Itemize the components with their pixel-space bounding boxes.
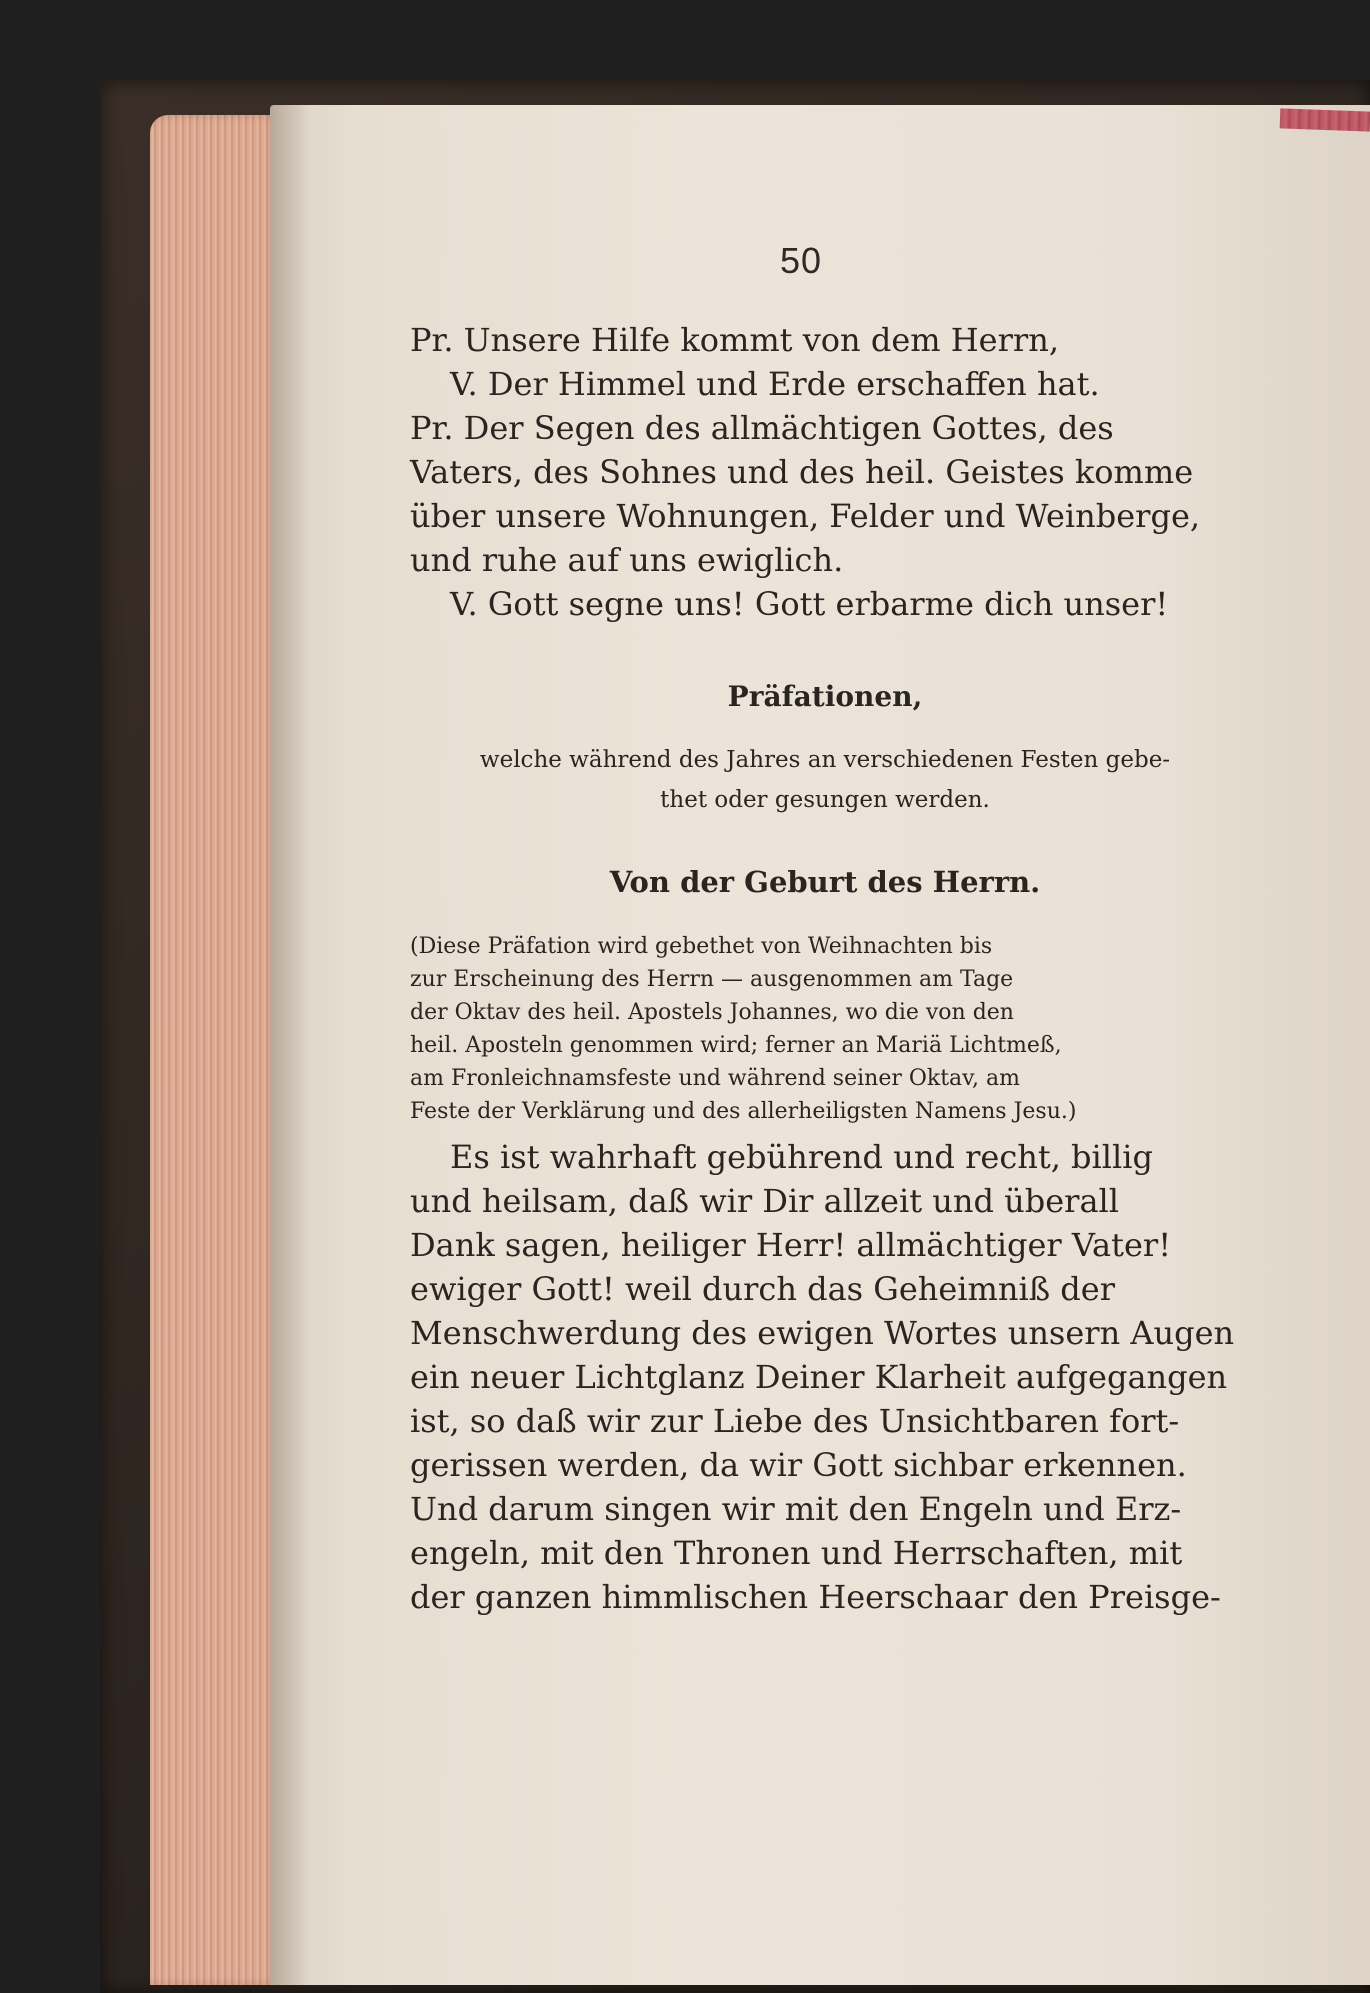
text-line: der ganzen himmlischen Heerschaar den Preisge- — [410, 1578, 1221, 1616]
text-line: ist, so daß wir zur Liebe des Unsichtbaren fort- — [410, 1402, 1180, 1440]
text-line: ewiger Gott! weil durch das Geheimniß der — [410, 1270, 1115, 1308]
text-line: Dank sagen, heiliger Herr! allmächtiger Vater! — [410, 1226, 1172, 1264]
text-line: und heilsam, daß wir Dir allzeit und überall — [410, 1182, 1119, 1220]
text-line: gerissen werden, da wir Gott sichbar erkennen. — [410, 1446, 1187, 1484]
text-line: ein neuer Lichtglanz Deiner Klarheit aufgegangen — [410, 1358, 1228, 1396]
rubric-note — [410, 930, 1240, 1128]
note-line: (Diese Präfation wird gebethet von Weihnachten bis — [410, 934, 993, 959]
page-number: 50 — [780, 240, 823, 281]
text-line: engeln, mit den Thronen und Herrschaften, mit — [410, 1534, 1183, 1572]
note-line: Feste der Verklärung und des allerheiligsten Namens Jesu.) — [410, 1099, 1077, 1124]
preface-text — [410, 1135, 1240, 1619]
subsection-title: Von der Geburt des Herrn. — [609, 865, 1041, 899]
section-title: Präfationen, — [727, 680, 923, 713]
text-line: über unsere Wohnungen, Felder und Weinberge, — [410, 497, 1201, 535]
text-line: Pr. Der Segen des allmächtigen Gottes, des — [410, 409, 1114, 447]
bookmark-ribbon — [1280, 108, 1370, 131]
text-line: V. Der Himmel und Erde erschaffen hat. — [450, 365, 1100, 403]
text-line: Menschwerdung des ewigen Wortes unsern Augen — [410, 1314, 1235, 1352]
note-line: am Fronleichnamsfeste und während seiner Oktav, am — [410, 1066, 1020, 1091]
opening-verses — [410, 318, 1240, 626]
subtitle-line: thet oder gesungen werden. — [660, 787, 990, 813]
gutter-shadow — [270, 105, 310, 1985]
text-line: Pr. Unsere Hilfe kommt von dem Herrn, — [410, 321, 1059, 359]
text-line: Und darum singen wir mit den Engeln und Erz- — [410, 1490, 1182, 1528]
text-line: Vaters, des Sohnes und des heil. Geistes komme — [410, 453, 1194, 491]
text-line: Es ist wahrhaft gebührend und recht, billig — [450, 1138, 1153, 1176]
note-line: zur Erscheinung des Herrn — ausgenommen am Tage — [410, 967, 1014, 992]
section-subtitle — [410, 740, 1240, 820]
subtitle-line: welche während des Jahres an verschiedenen Festen gebe- — [479, 747, 1171, 773]
text-line: V. Gott segne uns! Gott erbarme dich unser! — [450, 585, 1169, 623]
page-edges — [150, 115, 280, 1985]
note-line: heil. Aposteln genommen wird; ferner an Mariä Lichtmeß, — [410, 1033, 1062, 1058]
note-line: der Oktav des heil. Apostels Johannes, wo die von den — [410, 1000, 1014, 1025]
text-line: und ruhe auf uns ewiglich. — [410, 541, 844, 579]
